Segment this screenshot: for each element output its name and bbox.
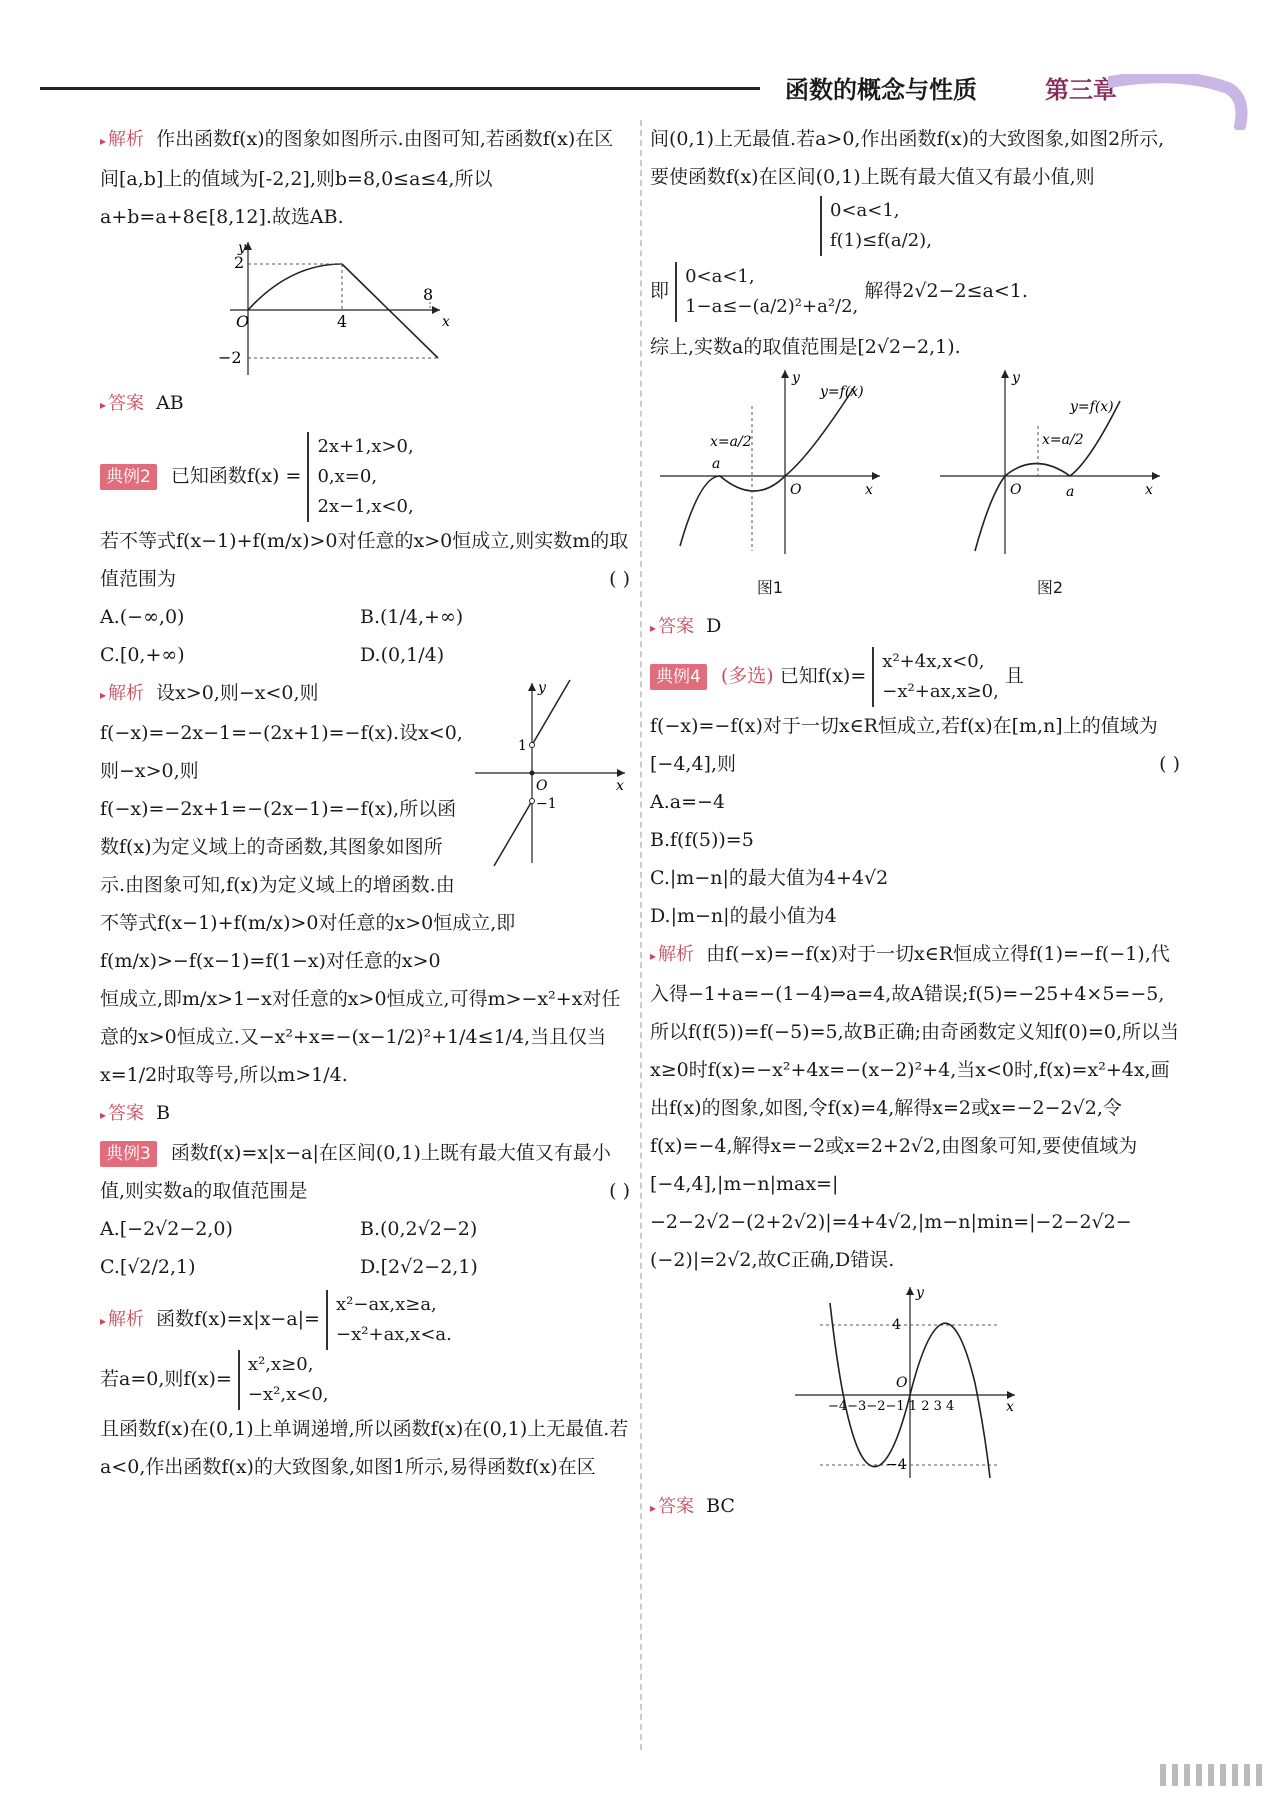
- label-x-a-half: x=a/2: [1042, 432, 1084, 448]
- example-4-and: 且: [1004, 665, 1024, 687]
- solution-2-text-2: 恒成立,即m/x>1−x对任意的x>0恒成立,可得m>−x²+x对任意的x>0恒成立.又−x²+x=−(x−1/2)²+1/4≤1/4,当且仅当x=1/2时取等号,所以m>1/4.: [100, 988, 621, 1086]
- figure-2: [930, 366, 1170, 607]
- figure-1-caption: 图1: [756, 578, 784, 597]
- ji-result: 解得2√2−2≤a<1.: [864, 280, 1028, 302]
- case-1: x²+4x,x<0,: [882, 651, 985, 672]
- label-y-axis: y: [238, 240, 246, 256]
- figure-piecewise-graph: [210, 240, 630, 380]
- answer-2-value: B: [156, 1102, 171, 1124]
- case-2: −x²,x<0,: [247, 1384, 329, 1405]
- options-row: [100, 1210, 630, 1248]
- option-b: B.(0,2√2−2): [360, 1218, 478, 1240]
- option-d: D.[2√2−2,1): [360, 1256, 478, 1278]
- label-y4: 4: [892, 1317, 901, 1333]
- example-3-text: 函数f(x)=x|x−a|在区间(0,1)上既有最大值又有最小值,则实数a的取值范围是: [100, 1142, 611, 1202]
- answer-4: [650, 1487, 1180, 1527]
- case-1: x²,x≥0,: [247, 1354, 314, 1375]
- figure-1: [650, 366, 890, 607]
- answer-3-value: D: [706, 615, 722, 637]
- answer-tag: ▸ 答案: [650, 1496, 694, 1517]
- label-origin: O: [236, 312, 250, 331]
- figure-1-graph: [650, 366, 890, 556]
- y-axis-arrow: [781, 370, 789, 378]
- label-a: a: [1066, 484, 1075, 500]
- example-tag: 典例3: [100, 1141, 157, 1167]
- solution-3-text: 且函数f(x)在(0,1)上单调递增,所以函数f(x)在(0,1)上无最值.若a<0,作出函数f(x)的大致图象,如图1所示,易得函数f(x)在区: [100, 1418, 629, 1478]
- answer-tag: ▸ 答案: [100, 393, 144, 414]
- case-2: 1−a≤−(a/2)²+a²/2,: [685, 296, 859, 317]
- label-x-ticks: −4−3−2−1 1 2 3 4: [828, 1399, 955, 1414]
- header-title: 函数的概念与性质: [785, 76, 977, 104]
- option-c: C.[√2/2,1): [100, 1256, 196, 1278]
- case-1: 0<a<1,: [830, 200, 900, 221]
- label-x-axis: x: [442, 314, 450, 330]
- solution-3-intro: [100, 1290, 630, 1350]
- example-tag: 典例4: [650, 664, 707, 690]
- piecewise-cases: [675, 262, 858, 322]
- answer-1-value: AB: [156, 392, 184, 414]
- solution-1-text: 作出函数f(x)的图象如图所示.由图可知,若函数f(x)在区间[a,b]上的值域为[-2,2],则b=8,0≤a≤4,所以a+b=a+8∈[8,12].故选AB.: [100, 128, 614, 228]
- label-x-a-half: x=a/2: [710, 434, 752, 450]
- case-2: −x²+ax,x<a.: [336, 1324, 452, 1345]
- piecewise-cases: [238, 1350, 329, 1410]
- example-2-intro: 已知函数f(x) =: [170, 465, 302, 487]
- example-4-condition-text: f(−x)=−f(x)对于一切x∈R恒成立,若f(x)在[m,n]上的值域为[−4,4],则: [650, 715, 1158, 775]
- label-x-axis: x: [616, 778, 624, 794]
- case-1: 0<a<1,: [685, 266, 755, 287]
- line-left: [494, 801, 532, 866]
- ji-label: 即: [650, 280, 670, 302]
- page-edge-bars-icon: [1160, 1760, 1265, 1790]
- piecewise-cases: [326, 1290, 452, 1350]
- options-row: [100, 598, 630, 636]
- options-row: [100, 636, 630, 674]
- right-column: [650, 120, 1180, 1527]
- label-x-axis: x: [1006, 1399, 1014, 1415]
- solution-3-mid: [100, 1350, 630, 1410]
- label-x-axis: x: [865, 482, 873, 498]
- answer-4-value: BC: [706, 1495, 735, 1517]
- header-rule: [40, 87, 760, 90]
- multi-select-tag: (多选): [720, 665, 774, 687]
- label-ym2: −2: [218, 348, 242, 367]
- label-y-axis: y: [792, 370, 800, 386]
- x-axis-arrow: [872, 472, 880, 480]
- solution-tag: ▸ 解析: [100, 1309, 144, 1330]
- option-b: B.(1/4,+∞): [360, 606, 464, 628]
- label-origin: O: [896, 1375, 908, 1391]
- answer-3: [650, 607, 1180, 647]
- option-c: C.[0,+∞): [100, 644, 185, 666]
- option-a: A.a=−4: [650, 791, 726, 813]
- example-2-condition: [100, 522, 630, 598]
- option-a: A.(−∞,0): [100, 606, 185, 628]
- option-d: D.|m−n|的最小值为4: [650, 905, 837, 927]
- example-2-statement: [100, 432, 630, 522]
- solution-2: [100, 674, 630, 1094]
- answer-tag: ▸ 答案: [100, 1103, 144, 1124]
- example-4-intro: 已知f(x)=: [779, 665, 867, 687]
- case-2: −x²+ax,x≥0,: [882, 681, 999, 702]
- answer-1: [100, 384, 630, 424]
- piecewise-cases: [307, 432, 413, 522]
- example-4-condition: [650, 707, 1180, 783]
- x-axis-arrow: [617, 769, 625, 777]
- figure-2-caption: 图2: [1036, 578, 1064, 597]
- open-point-1: [530, 743, 535, 748]
- options-row: [100, 1248, 630, 1286]
- answer-tag: ▸ 答案: [650, 616, 694, 637]
- y-axis-arrow: [906, 1287, 914, 1295]
- label-y-axis: y: [916, 1285, 924, 1301]
- example-2-condition-text: 若不等式f(x−1)+f(m/x)>0对任意的x>0恒成立,则实数m的取值范围为: [100, 530, 629, 590]
- label-fx: y=f(x): [1070, 399, 1114, 415]
- column-divider: [640, 120, 642, 1750]
- option-a: A.[−2√2−2,0): [100, 1218, 233, 1240]
- figure-2-graph: [930, 366, 1170, 556]
- label-y-axis: y: [538, 680, 546, 696]
- solution-3-continued: 间(0,1)上无最值.若a>0,作出函数f(x)的大致图象,如图2所示,要使函数f(x)在区间(0,1)上既有最大值又有最小值,则: [650, 128, 1165, 188]
- label-x8: 8: [423, 285, 434, 304]
- piecewise-cases: [872, 647, 999, 707]
- equivalent-system: [650, 262, 1180, 322]
- solution-2-body-1: 设x>0,则−x<0,则f(−x)=−2x−1=−(2x+1)=−f(x).设x<0,则−x>0,则f(−x)=−2x+1=−(2x−1)=−f(x),所以函数f(x)为定义域上的奇函数,其图象如图所示.由图象可知,f(x)为定义域上的增函数.由不等式f(x−1)+f(m/x)>0对任意的x>0恒成立,即f(m/x)>−f(x−1)=f(1−x)对任意的x>0: [100, 682, 516, 972]
- left-column: [100, 120, 630, 1486]
- solution-tag: ▸ 解析: [100, 129, 144, 150]
- example-4-statement: [650, 647, 1180, 707]
- case-1: x²−ax,x≥a,: [336, 1294, 437, 1315]
- y-axis-arrow: [1001, 370, 1009, 378]
- label-a: a: [712, 456, 721, 472]
- case-2: 0,x=0,: [317, 466, 378, 487]
- header-chapter: 第三章: [1045, 76, 1117, 104]
- answer-blank: ( ): [609, 1180, 630, 1202]
- figure-odd-function-graph: [470, 678, 630, 868]
- label-origin: O: [536, 778, 548, 794]
- solution-4: [650, 935, 1180, 1279]
- solution-1: [100, 120, 630, 236]
- solution-3-mid-text: 若a=0,则f(x)=: [100, 1368, 232, 1390]
- answer-blank: ( ): [1159, 753, 1180, 775]
- case-3: 2x−1,x<0,: [317, 496, 414, 517]
- open-point-m1: [530, 799, 535, 804]
- label-y2: 2: [234, 253, 245, 272]
- x-axis-arrow: [1152, 472, 1160, 480]
- page-header: [40, 60, 1250, 120]
- curve-arc: [248, 264, 342, 310]
- label-ym4: −4: [886, 1457, 907, 1473]
- example-3-statement: [100, 1134, 630, 1210]
- case-1: 2x+1,x>0,: [317, 436, 414, 457]
- summary: 综上,实数a的取值范围是[2√2−2,1).: [650, 336, 961, 358]
- y-axis-arrow: [528, 683, 536, 691]
- curve: [680, 386, 855, 546]
- origin-point: [530, 771, 535, 776]
- label-origin: O: [1010, 482, 1022, 498]
- label-ym1: −1: [536, 796, 557, 812]
- option-b: B.f(f(5))=5: [650, 829, 754, 851]
- answer-blank: ( ): [609, 568, 630, 590]
- piecewise-cases: [820, 196, 932, 256]
- case-2: f(1)≤f(a/2),: [830, 230, 932, 251]
- option-c: C.|m−n|的最大值为4+4√2: [650, 867, 889, 889]
- label-x4: 4: [337, 312, 348, 331]
- x-axis-arrow: [1007, 1391, 1015, 1399]
- solution-3-formula: 函数f(x)=x|x−a|=: [156, 1308, 320, 1330]
- option-d: D.(0,1/4): [360, 644, 445, 666]
- solution-tag: ▸ 解析: [650, 944, 694, 965]
- x-axis-arrow: [432, 306, 440, 314]
- solution-4-text: 由f(−x)=−f(x)对于一切x∈R恒成立得f(1)=−f(−1),代入得−1+a=−(1−4)⇒a=4,故A错误;f(5)=−25+4×5=−5,所以f(f(5))=f(−5)=5,故B正确;由奇函数定义知f(0)=0,所以当x≥0时f(x)=−x²+4x=−(x−2)²+4,当x<0时,f(x)=x²+4x,画出f(x)的图象,如图,令f(x)=4,解得x=2或x=−2−2√2,令f(x)=−4,解得x=−2或x=2+2√2,由图象可知,要使值域为[−4,4],|m−n|max=|−2−2√2−(2+2√2)|=4+4√2,|m−n|min=|−2−2√2−(−2)|=2√2,故C正确,D错误.: [650, 943, 1179, 1271]
- example-tag: 典例2: [100, 464, 157, 490]
- figures-pair: [650, 366, 1170, 607]
- label-origin: O: [790, 482, 802, 498]
- curve-line: [342, 264, 438, 358]
- label-y1: 1: [518, 738, 527, 754]
- label-y-axis: y: [1012, 370, 1020, 386]
- label-x-axis: x: [1145, 482, 1153, 498]
- condition-system: [650, 196, 1180, 256]
- answer-2: [100, 1094, 630, 1134]
- label-fx: y=f(x): [820, 384, 864, 400]
- figure-cubic-like-graph: [790, 1283, 1030, 1483]
- solution-tag: ▸ 解析: [100, 683, 144, 704]
